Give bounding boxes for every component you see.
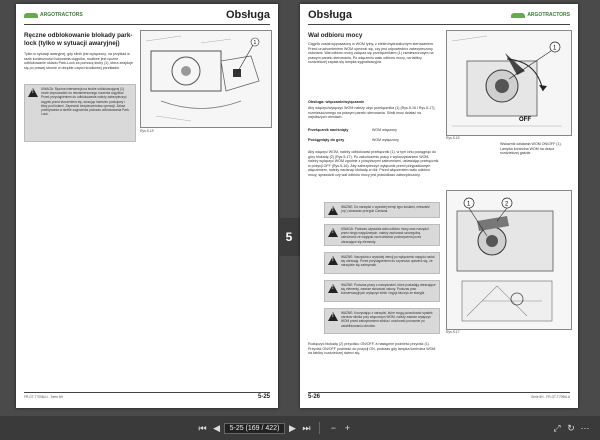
- right-page: [300, 4, 578, 408]
- toolbar-separator: [319, 422, 320, 434]
- header-rule: [24, 24, 270, 25]
- next-page-icon[interactable]: ▶: [288, 422, 296, 433]
- warning-icon: [328, 312, 338, 321]
- page-number: 5-26: [308, 394, 321, 400]
- svg-text:1: 1: [553, 45, 557, 52]
- figure-park-lock: [140, 30, 272, 128]
- figure-caption-2: Rys.5-17: [446, 330, 460, 334]
- logo-mark-icon: [511, 13, 525, 18]
- page-title: Obsługa: [308, 9, 353, 21]
- zoom-out-icon[interactable]: −: [330, 423, 337, 433]
- sub-body: Aby włączyć/wyłączyć WOM należy użyć przełącznika (1) (Rys.5-16 i Rys.5-17), rozmieszczonego na prawym panelu sterowania. Silnik musi działać na najniższych obrotach.: [308, 106, 436, 120]
- figure-pto-switch-2: [446, 190, 572, 330]
- rotate-icon[interactable]: ↻: [567, 422, 575, 433]
- lever-label: Pociągnięty do góry: [308, 138, 345, 142]
- body-text: Aby włączyć WOM, należy odblokować przełącznik (1), w tym celu pociągnąć do góry blokadę (2) (Rys.5-17). Po zakończeniu pracy z wykorzystaniem WOM, należy wyłączyć WOM zgodnie z powyższymi zaleceniami, ustawiając przełącznik w pozycji OFF (Rys.5-16). Aby zabezpieczyć wyłącznik przed przypadkowym włączeniem, należy nacisnąć blokadę w dół. Przed włączeniem wału odbioru mocy, sprawdzić czy wał odbioru mocy jest prawidłowo zabezpieczony.: [308, 150, 439, 177]
- warning-icon: [28, 88, 38, 97]
- warning-box-1: ! WAŻNE: Do narzędzi o wysokiej inercji typu kosiarki, mieszarki (np.) stosować przegub Cardana.: [324, 202, 440, 218]
- section-title: Wał odbioru mocy: [308, 32, 363, 39]
- pto-lock-illustration: [447, 191, 571, 329]
- zoom-in-icon[interactable]: +: [344, 423, 351, 433]
- header-rule: [308, 24, 570, 25]
- warning-icon: [328, 228, 338, 237]
- switch-value: WOM włączony: [372, 128, 397, 132]
- transmission-illustration: [141, 31, 271, 127]
- brand-logo: ARGOTRACTORS: [511, 12, 570, 18]
- pto-switch-illustration: [447, 31, 571, 135]
- footer-rule: [24, 392, 270, 393]
- left-page: [16, 4, 278, 408]
- svg-text:1: 1: [467, 201, 471, 208]
- svg-text:2: 2: [505, 201, 509, 208]
- body-text: Tylko w sytuacji awaryjnej, gdy silnik jest wyłączony, na przykład w razie konieczności holowania ciągnika, możliwe jest ręczne odblokowanie układu Park-Lock za pomocą śruby (1), która znajduje się po prawej stronie w obrębie części środkowej przekładni.: [24, 52, 133, 70]
- footer-rule: [308, 392, 570, 393]
- figure-caption-1: Rys.5-16: [446, 136, 460, 140]
- more-icon[interactable]: ⋯: [580, 422, 590, 433]
- warning-box-2: ! UWAGA: Podczas używania wału odbioru mocy oraz narzędzi przez niego napędzanych, należy zachować szczególną ostrożność ze względu na możliwość pochwycenia przez obracające się elementy.: [324, 224, 440, 246]
- pdf-toolbar: [0, 416, 600, 440]
- intro-text: Ciągnik został wyposażony w WOM tylny, z elektrohydraulicznym sterowaniem. Przed uruchomieniem WOM upewnić się, czy jest odpowiednio zabezpieczony osłonami. Wał odbioru mocy załącza się przełącznikiem (1) zamieszczonym na prawym panelu sterowania. Po włączeniu wału odbioru mocy, na tablicy rozdzielczej zapala się lampka sygnalizacyjna.: [308, 42, 434, 65]
- page-number: 5-25: [257, 394, 270, 400]
- prev-page-icon[interactable]: ◀: [213, 422, 221, 433]
- logo-mark-icon: [24, 13, 38, 18]
- fit-page-icon[interactable]: ⤢: [553, 422, 561, 433]
- brand-logo: ARGOTRACTORS: [24, 12, 83, 18]
- chapter-tab: 5: [278, 218, 300, 256]
- figure-pto-switch-1: [446, 30, 572, 136]
- warning-box-4: ! WAŻNE: Podczas pracy z narzędziami, które posiadają obracające się elementy, zawsze stosować osłony. Podczas prac konserwacyjnych wyłączyć silnik i wyjąć kluczyk ze stacyjki.: [324, 280, 440, 302]
- warning-box-3: ! WAŻNE: Narzędzia o wysokiej inercji po wyłączeniu napędu nadal się obracają. Przed przystąpieniem do czynności upewnić się, że narzędzie się zatrzymało.: [324, 252, 440, 274]
- warning-box-5: ! WAŻNE: Korzystając z narzędzi, które mogą powodować spadek obrotów silnika przy włączonym WOM, należy zawsze wyłączyć WOM przed zatrzymaniem silnika i uruchomić ponownie po ustabilizowaniu obrotów.: [324, 308, 440, 334]
- first-page-icon[interactable]: ⏮: [198, 422, 207, 433]
- switch-label: Przełącznik naciśnięty: [308, 128, 349, 132]
- lever-value: WOM wyłączony: [372, 138, 399, 142]
- last-page-icon[interactable]: ⏭: [302, 422, 311, 433]
- warning-icon: [328, 206, 338, 215]
- page-indicator[interactable]: 5-25 (169 / 422): [224, 423, 286, 434]
- warning-icon: [328, 284, 338, 293]
- sub-title: Obsługa: włączanie/wyłączanie: [308, 100, 365, 104]
- closing-text: Rozłączyć blokadę (2) przycisku ON/OFF, a następnie podnieść przycisk (1). Przycisk ON/OFF podnieść do pozycji ON, podczas gdy lampka kontrolna WOM na tablicy rozdzielczej świeci się.: [308, 342, 436, 356]
- svg-text:1: 1: [253, 40, 257, 46]
- figure-caption: Rys.5-15: [140, 129, 154, 133]
- warning-box: ! UWAGA: Ręczna interwencja na śrubie odblokowującej (1) może doprowadzić do niezamierzonego ruszenia ciągnika! Przed przystąpieniem do odblokowania należy zabezpieczyć ciągnik przed stoczeniem się, stosując hamulec postojowy i kliny pod kołami. Zapewnić bezpieczeństwo operacji. Zakaz przebywania w strefie zagrożenia podczas odblokowania Park-Lock.: [24, 84, 136, 142]
- section-title: Ręczne odblokowanie blokady park-lock (tylko w sytuacji awaryjnej): [24, 32, 133, 47]
- footer-text: Serie 6H - FR-GT-T7096LU: [531, 395, 570, 399]
- footer-text: FR-GT-T7096LU - Serie 6H: [24, 395, 63, 399]
- warning-icon: [328, 256, 338, 265]
- figure-note: Wskaźnik działania WOM ON/OFF (1). Lampka kontrolna WOM na desce rozdzielczej gaśnie.: [500, 142, 562, 156]
- svg-text:OFF: OFF: [519, 117, 531, 123]
- page-title: Obsługa: [225, 9, 270, 21]
